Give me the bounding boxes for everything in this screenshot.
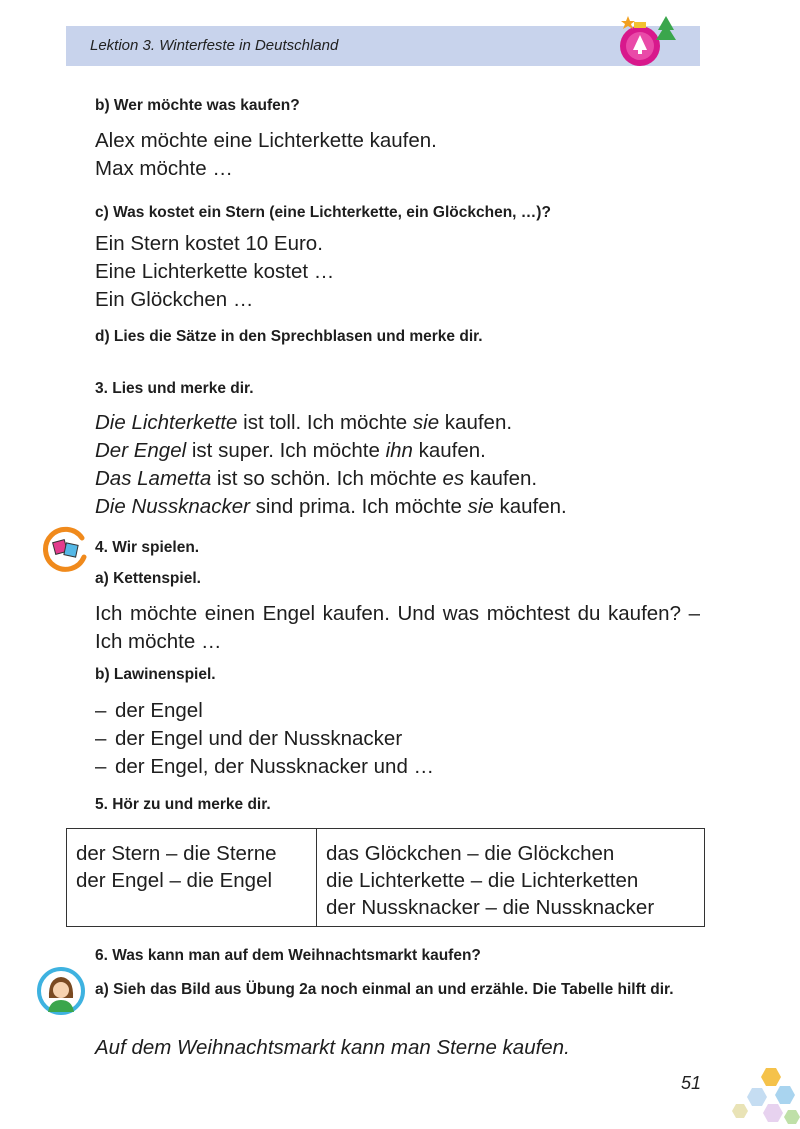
- plural-table: [66, 828, 705, 927]
- hexagon-decoration: [718, 1060, 800, 1129]
- ending: kaufen.: [493, 495, 567, 518]
- section-c-heading: c) Was kostet ein Stern (eine Lichterkette, ein Glöckchen, …)?: [95, 204, 551, 221]
- table-row: [67, 829, 705, 927]
- game-dice-icon: [42, 526, 88, 572]
- christmas-ornament-icon: [618, 14, 680, 72]
- exercise-4a-heading: a) Kettenspiel.: [95, 570, 201, 587]
- list-item: [95, 725, 434, 753]
- exercise-4a-text: Ich möchte einen Engel kaufen. Und was möchtest du kaufen? – Ich möchte …: [95, 602, 700, 653]
- list-dash: –: [95, 727, 107, 750]
- list-item-text: der Engel, der Nussknacker und …: [115, 755, 435, 778]
- lesson-header: [66, 26, 700, 66]
- exercise-3-heading: 3. Lies und merke dir.: [95, 380, 254, 397]
- section-d-heading: d) Lies die Sätze in den Sprechblasen und merke dir.: [95, 328, 483, 345]
- text-line: [95, 493, 567, 521]
- word-pair: der Engel – die Engel: [76, 869, 273, 892]
- verb-phrase: ist toll. Ich möchte: [237, 411, 413, 434]
- section-b-heading: b) Wer möchte was kaufen?: [95, 97, 300, 114]
- word-pair: der Stern – die Sterne: [76, 842, 277, 865]
- verb-phrase: sind prima. Ich möchte: [249, 495, 468, 518]
- text-line: Ein Stern kostet 10 Euro.: [95, 232, 323, 255]
- noun: Die Lichterkette: [95, 411, 238, 434]
- exercise-4b-heading: b) Lawinenspiel.: [95, 666, 216, 683]
- text-line: Max möchte …: [95, 157, 233, 180]
- exercise-6a-heading: a) Sieh das Bild aus Übung 2a noch einmal an und erzähle. Die Tabelle hilft dir.: [95, 981, 674, 998]
- noun: Die Nussknacker: [95, 495, 250, 518]
- pronoun: sie: [467, 495, 494, 518]
- text-line: [95, 437, 567, 465]
- pronoun: es: [442, 467, 465, 490]
- table-cell-right: [317, 829, 705, 927]
- page-number: 51: [681, 1073, 702, 1093]
- list-item-text: der Engel und der Nussknacker: [115, 727, 403, 750]
- text-line: Ein Glöckchen …: [95, 288, 254, 311]
- exercise-3-text: [95, 409, 567, 521]
- text-line: [95, 465, 567, 493]
- word-pair: das Glöckchen – die Glöckchen: [326, 842, 615, 865]
- text-line: [95, 409, 567, 437]
- exercise-5-heading: 5. Hör zu und merke dir.: [95, 796, 271, 813]
- section-c-text: [95, 230, 334, 314]
- exercise-6-heading: 6. Was kann man auf dem Weihnachtsmarkt kaufen?: [95, 947, 481, 964]
- exercise-4b-list: [95, 697, 434, 781]
- ending: kaufen.: [464, 467, 538, 490]
- ending: kaufen.: [412, 439, 486, 462]
- speaking-girl-icon: [36, 966, 86, 1016]
- noun: Das Lametta: [95, 467, 212, 490]
- text-line: Alex möchte eine Lichterkette kaufen.: [95, 129, 437, 152]
- list-item: [95, 697, 434, 725]
- exercise-4-heading: 4. Wir spielen.: [95, 539, 200, 556]
- noun: Der Engel: [95, 439, 187, 462]
- pronoun: sie: [412, 411, 440, 434]
- list-item-text: der Engel: [115, 699, 203, 722]
- section-b-text: [95, 127, 437, 183]
- word-pair: die Lichterkette – die Lichterketten: [326, 869, 639, 892]
- verb-phrase: ist so schön. Ich möchte: [211, 467, 443, 490]
- table-cell-left: [67, 829, 317, 927]
- word-pair: der Nussknacker – die Nussknacker: [326, 896, 655, 919]
- list-dash: –: [95, 755, 107, 778]
- verb-phrase: ist super. Ich möchte: [186, 439, 386, 462]
- list-item: [95, 753, 434, 781]
- list-dash: –: [95, 699, 107, 722]
- text-line: Eine Lichterkette kostet …: [95, 260, 335, 283]
- pronoun: ihn: [385, 439, 413, 462]
- ending: kaufen.: [439, 411, 513, 434]
- exercise-6a-text: Auf dem Weihnachtsmarkt kann man Sterne kaufen.: [95, 1036, 570, 1059]
- lesson-title: Lektion 3. Winterfeste in Deutschland: [90, 37, 339, 54]
